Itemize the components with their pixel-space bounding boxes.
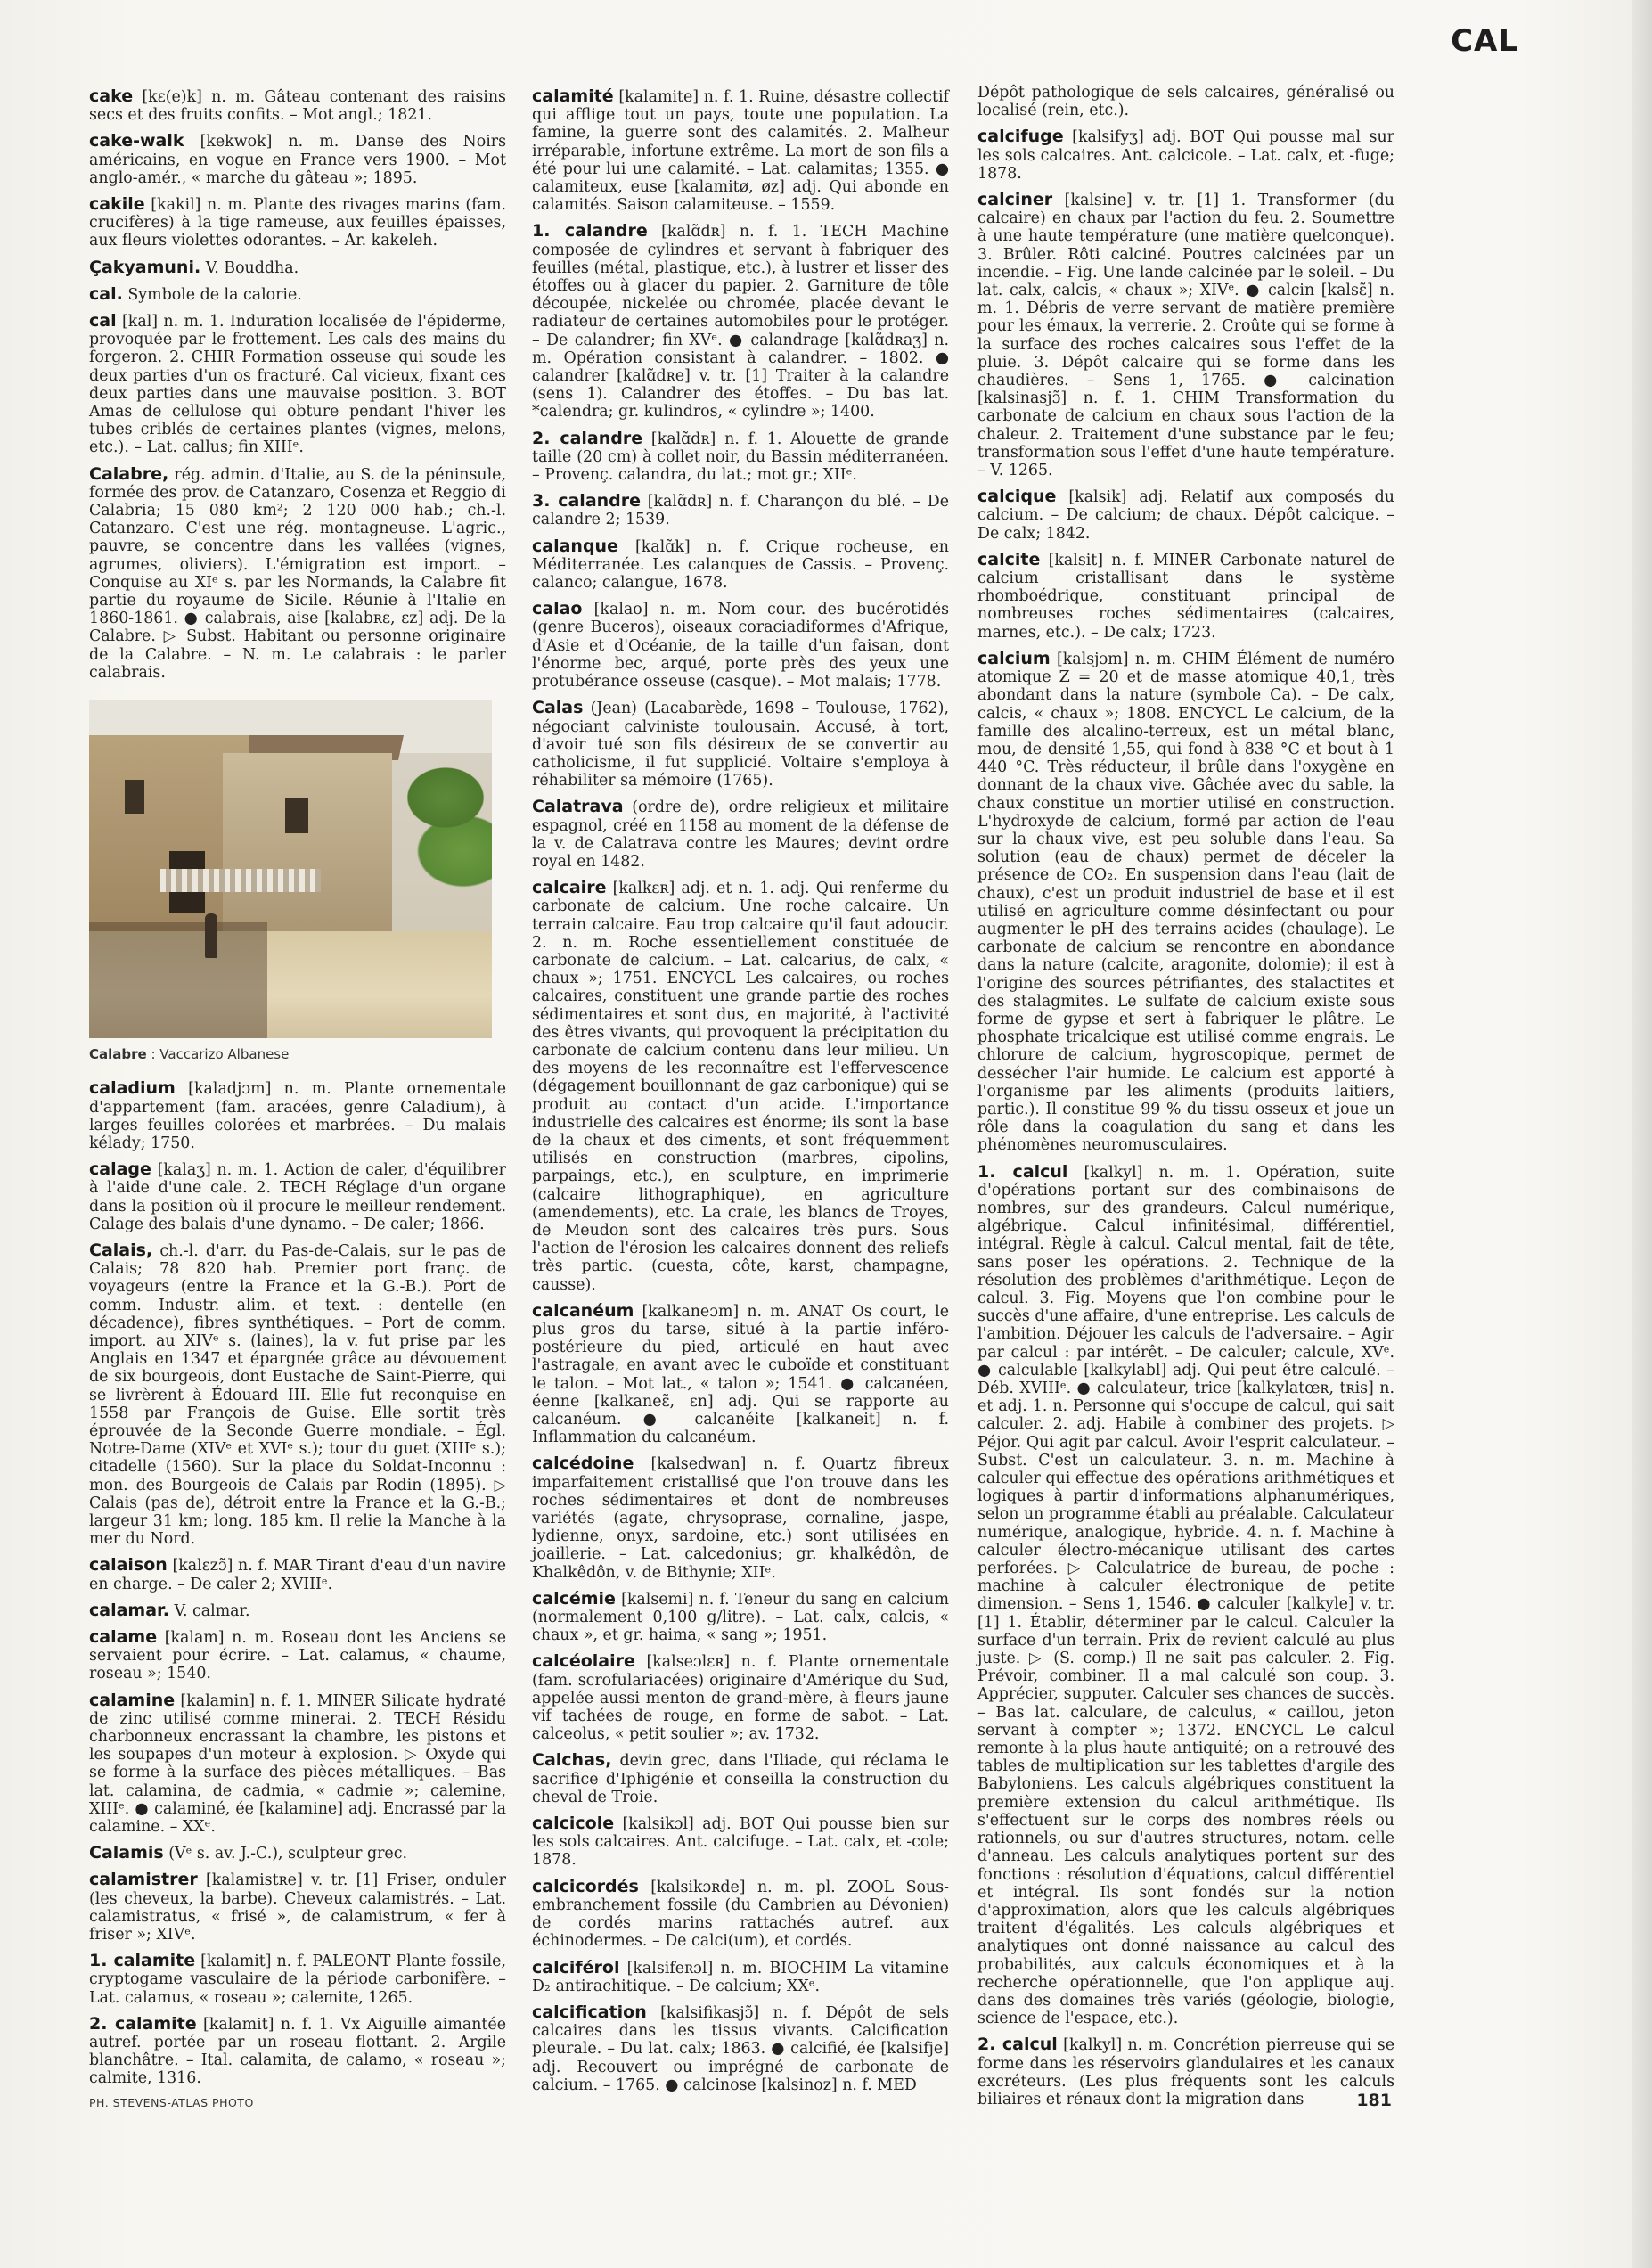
dictionary-entry xyxy=(89,1079,506,1152)
dictionary-entry xyxy=(977,84,1394,119)
entry-headword: cakile xyxy=(89,194,145,215)
entry-headword: calaison xyxy=(89,1555,168,1576)
entry-headword: calcéolaire xyxy=(532,1651,635,1672)
entry-headword: calciner xyxy=(977,190,1053,210)
dictionary-entry xyxy=(977,191,1394,479)
dictionary-entry xyxy=(977,650,1394,1155)
page-edge xyxy=(1632,0,1652,2268)
entry-headword: caladium xyxy=(89,1078,176,1099)
entry-definition: [kalɑ̃dʀ] n. f. 1. TECH Machine composée de cylindres et servant à fabriquer des feuilles (métal, plastique, etc.), à lustrer et lisser des étoffes ou à glacer du papier. 2. Garniture de tôle découpée, nickelée ou chromée, placée devant le radiateur de certaines automobiles pour le protéger. – De calandrer; fin XVᵉ. ● calandrage [kalɑ̃dʀaʒ] n. m. Opération consistant à calandrer. – 1802. ● calandrer [kalɑ̃dʀe] v. tr. [1] Traiter à la calandre (sens 1). Calandrer des étoffes. – Du bas lat. *calendra; gr. kulindros, « cylindre »; 1400. xyxy=(532,223,949,422)
entry-definition: [kalao] n. m. Nom cour. des bucérotidés (genre Buceros), oiseaux coraciadiformes d'Afrique, d'Asie et d'Océanie, de la taille d'un faisan, dont l'énorme bec, arqué, porte près des yeux une protubérance osseuse (casque). – Mot malais; 1778. xyxy=(532,601,949,692)
column-1-entries-top xyxy=(89,87,506,682)
entry-definition: [kalsifyʒ] adj. BOT Qui pousse mal sur les sols calcaires. Ant. calcicole. – Lat. calx, et -fuge; 1878. xyxy=(977,128,1394,183)
caption-title: Calabre xyxy=(89,1046,147,1063)
entry-definition: [kalɛzɔ̃] n. f. MAR Tirant d'eau d'un navire en charge. – De caler 2; XVIIIᵉ. xyxy=(89,1557,506,1593)
entry-headword: calamistrer xyxy=(89,1870,198,1890)
entry-definition: (Vᵉ s. av. J.-C.), sculpteur grec. xyxy=(163,1845,407,1863)
entry-definition: devin grec, dans l'Iliade, qui réclama le sacrifice d'Iphigénie et conseilla la construction du cheval de Troie. xyxy=(532,1752,949,1806)
dictionary-entry xyxy=(532,600,949,691)
entry-headword: calamité xyxy=(532,86,614,106)
entry-headword: cake xyxy=(89,86,134,106)
entry-definition: [kalamite] n. f. 1. Ruine, désastre collectif qui afflige tout un pays, toute une population. La famine, la guerre sont des calamités. 2. Malheur irréparable, infortune extrême. La mort de son fils a été pour lui une calamité. – Lat. calamitas; 1355. ● calamiteux, euse [kalamitø, øz] adj. Qui abonde en calamités. Saison calamiteuse. – 1559. xyxy=(532,88,949,215)
entry-definition: [kalsemi] n. f. Teneur du sang en calcium (normalement 0,100 g/litre). – Lat. calx, calcis, « chaux », et gr. haima, « sang »; 1951. xyxy=(532,1590,949,1645)
dictionary-entry xyxy=(89,1601,506,1620)
entry-definition: [kalsifikasjɔ̃] n. f. Dépôt de sels calcaires dans les tissus vivants. Calcification pleurale. – Du lat. calx; 1863. ● calcifié, ée [kalsifje] adj. Recouvert ou imprégné de carbonate de calcium. – 1765. ● calcinose [kalsinoz] n. f. MED xyxy=(532,2003,949,2094)
entry-definition: [kalsikɔʀde] n. m. pl. ZOOL Sous-embranchement fossile (du Cambrien au Dévonien) de cordés marins rattachés autref. aux échinodermes. – De calci(um), et cordés. xyxy=(532,1878,949,1951)
column-3-entries xyxy=(977,84,1394,2108)
dictionary-entry xyxy=(532,1751,949,1806)
entry-headword: calamine xyxy=(89,1690,176,1710)
entry-definition: V. calmar. xyxy=(168,1601,250,1620)
photo-caption xyxy=(89,1045,506,1063)
entry-definition: [kalsine] v. tr. [1] 1. Transformer (du calcaire) en chaux par l'action du feu. 2. Soumettre à une haute température (une matière quelconque). 3. Brûler. Rôti calciné. Poutres calcinées par un incendie. – Fig. Une lande calcinée par le soleil. – Du lat. calx, calcis, « chaux »; XIVᵉ. ● calcin [kalsɛ̃] n. m. 1. Débris de verre servant de matière première pour les émaux, la verrerie. 2. Croûte qui se forme à la surface des roches calcaires sous l'effet de la pluie. 3. Dépôt calcaire qui se forme dans les chaudières. – Sens 1, 1765. ● calcination [kalsinasjɔ̃] n. f. 1. CHIM Transformation du carbonate de calcium en chaux sous l'action de la chaleur. 2. Traitement d'une substance par le feu; transformation sous l'effet d'une haute température. – V. 1265. xyxy=(977,192,1394,480)
dictionary-entry xyxy=(532,537,949,593)
entry-headword: calanque xyxy=(532,536,618,556)
entry-definition: [kalamistʀe] v. tr. [1] Friser, onduler (les cheveux, la barbe). Cheveux calamistrés. – Lat. calamistratus, « frisé », de calamistrum, « fer à friser »; XIVᵉ. xyxy=(89,1871,506,1945)
running-head: CAL xyxy=(1451,23,1518,59)
dictionary-entry xyxy=(89,1556,506,1593)
entry-headword: Calamis xyxy=(89,1843,164,1863)
photo-credit: PH. STEVENS-ATLAS PHOTO xyxy=(89,2096,254,2109)
entry-definition: Dépôt pathologique de sels calcaires, généralisé ou localisé (rein, etc.). xyxy=(977,84,1394,120)
dictionary-entry xyxy=(532,87,949,214)
entry-definition: [kekwok] n. m. Danse des Noirs américains, en vogue en France vers 1900. – Mot anglo-amér., « marche du gâteau »; 1895. xyxy=(89,133,506,187)
dictionary-entry xyxy=(89,285,506,304)
dictionary-entry xyxy=(977,487,1394,543)
entry-headword: Calchas, xyxy=(532,1750,612,1771)
dictionary-entry xyxy=(532,1590,949,1645)
entry-definition: [kalsedwan] n. f. Quartz fibreux imparfaitement cristallisé que l'on trouve dans les roches sédimentaires et dont de nombreuses variétés (agate, chrysoprase, cornaline, jaspe, lydienne, onyx, sardoine, etc.) sont utilisées en joaillerie. – Lat. calcedonius; gr. khalkêdôn, de Khalkêdôn, v. de Bithynie; XIIᵉ. xyxy=(532,1455,949,1582)
entry-headword: calcification xyxy=(532,2002,647,2022)
entry-headword: calcicole xyxy=(532,1814,615,1834)
entry-definition: (ordre de), ordre religieux et militaire espagnol, créé en 1158 au moment de la défense de la v. de Calatrava contre les Maures; devint ordre royal en 1482. xyxy=(532,798,949,871)
dictionary-entry xyxy=(532,1814,949,1870)
entry-headword: calcium xyxy=(977,648,1051,668)
dictionary-entry xyxy=(532,430,949,485)
entry-definition: [kɛ(e)k] n. m. Gâteau contenant des raisins secs et des fruits confits. – Mot angl.; 1821. xyxy=(89,88,506,125)
entry-definition: ch.-l. d'arr. du Pas-de-Calais, sur le pas de Calais; 78 820 hab. Premier port franç. de voyageurs (entre la France et la G.-B.). Port de comm. Industr. alim. et text. : dentelle (en décadence), fibres synthétiques. – Port de comm. import. au XIVᵉ s. (laines), la v. fut prise par les Anglais en 1347 et épargnée grâce au dévouement de six bourgeois, dont Eustache de Saint-Pierre, qui se livrèrent à Édouard III. Elle fut reconquise en 1558 par François de Guise. Elle sortit très éprouvée de la Seconde Guerre mondiale. – Égl. Notre-Dame (XIVᵉ et XVIᵉ s.); tour du guet (XIIIᵉ s.); citadelle (1560). Sur la place du Soldat-Inconnu : mon. des Bourgeois de Calais par Rodin (1895). ▷ Calais (pas de), détroit entre la France et la G.-B.; largeur 31 km; long. 185 km. Il relie la Manche à la mer du Nord. xyxy=(89,1241,506,1549)
entry-headword: calamar. xyxy=(89,1600,169,1620)
column-3 xyxy=(977,84,1394,2117)
dictionary-entry xyxy=(89,312,506,457)
entry-definition: [kalamit] n. f. 1. Vx Aiguille aimantée autref. portée par un roseau flottant. 2. Argile blanchâtre. – Ital. calamita, de calamo, « roseau »; calmite, 1316. xyxy=(89,2015,507,2088)
dictionary-entry xyxy=(89,1160,506,1233)
entry-headword: calcicordés xyxy=(532,1876,639,1896)
page-number: 181 xyxy=(1356,2091,1392,2110)
entry-headword: calcique xyxy=(977,487,1057,507)
entry-definition: [kalamit] n. f. PALEONT Plante fossile, cryptogame vasculaire de la période carbonifère. – Lat. calamus, « roseau »; calemite, 1265. xyxy=(89,1953,507,2007)
entry-definition: [kalkyl] n. m. Concrétion pierreuse qui se forme dans les réservoirs glandulaires et les canaux excréteurs. (Les plus fréquents sont les calculs biliaires et rénaux dont la migration dans xyxy=(977,2036,1394,2108)
entry-definition: [kalsjɔm] n. m. CHIM Élément de numéro atomique Z = 20 et de masse atomique 40,1, très abondant dans la nature (symbole Ca). – De calx, calcis, « chaux »; 1808. ENCYCL Le calcium, de la famille des alcalino-terreux, est un métal blanc, mou, de densité 1,55, qui fond à 838 °C et bout à 1 440 °C. Très réducteur, il brûle dans l'oxygène en donnant de la chaux vive. Gâchée avec du sable, la chaux constitue un mortier utilisé en construction. L'hydroxyde de calcium, formé par action de l'eau sur la chaux vive, est peu soluble dans l'eau. Sa solution (eau de chaux) permet de déceler la présence de CO₂. En suspension dans l'eau (lait de chaux), c'est un produit industriel de base et il est utilisé en agriculture comme désinfectant ou pour augmenter le pH des terrains acides (chaulage). Le carbonate de calcium se rencontre en abondance dans la nature (calcite, aragonite, dolomie); il est à l'origine des sources pétrifiantes, des stalactites et des stalagmites. Le sulfate de calcium existe sous forme de gypse et sert à fabriquer le plâtre. Le phosphate tricalcique est utilisé comme engrais. Le chlorure de calcium, hygroscopique, permet de dessécher l'air humide. Le calcium est apporté à l'organisme par les aliments (produits laitiers, partic.). Il constitue 99 % du tissu osseux et joue un rôle dans la coagulation du sang et dans les phénomènes neuromusculaires. xyxy=(977,650,1394,1155)
entry-definition: [kakil] n. m. Plante des rivages marins (fam. crucifères) à la tige rameuse, aux feuilles épaisses, aux fleurs violettes odorantes. – Ar. kakeleh. xyxy=(89,196,506,250)
column-1-entries-bottom xyxy=(89,1079,506,2087)
entry-definition: V. Bouddha. xyxy=(200,258,299,277)
dictionary-entry xyxy=(89,1871,506,1944)
dictionary-entry xyxy=(532,492,949,528)
column-2 xyxy=(532,87,949,2102)
entry-headword: Calabre, xyxy=(89,463,169,484)
dictionary-entry xyxy=(89,2015,506,2088)
column-2-entries xyxy=(532,87,949,2094)
dictionary-entry xyxy=(89,1628,506,1683)
entry-definition: [kalkɛʀ] adj. et n. 1. adj. Qui renferme du carbonate de calcium. Une roche calcaire. Un terrain calcaire. Eau trop calcaire qu'il faut adoucir. 2. n. m. Roche essentiellement constituée de carbonate de calcium. – Lat. calcarius, de calx, « chaux »; 1751. ENCYCL Les calcaires, ou roches calcaires, constituent une grande partie des roches sédimentaires et sont dus, en majorité, à l'activité des êtres vivants, qui provoquent la précipitation du carbonate de calcium contenu dans leur milieu. Un des moyens de les reconnaître est l'effervescence (dégagement bouillonnant de gaz carbonique) qui se produit au contact d'un acide. L'importance industrielle des calcaires est énorme; ils sont la base de la chaux et des ciments, et sont fréquemment utilisés en construction (marbres, cipolins, parpaings, etc.), en sculpture, en imprimerie (calcaire lithographique), en agriculture (amendements), etc. La craie, les blancs de Troyes, de Meudon sont des calcaires très purs. Sous l'action de l'érosion les calcaires donnent des reliefs très partic. (cuesta, côte, karst, champagne, causse). xyxy=(532,880,949,1294)
entry-definition: [kalaʒ] n. m. 1. Action de caler, d'équilibrer à l'aide d'une cale. 2. TECH Réglage d'un organe dans la position où il procure le meilleur rendement. Calage des balais d'une dynamo. – De caler; 1866. xyxy=(89,1161,506,1233)
dictionary-entry xyxy=(89,1844,506,1863)
entry-headword: calage xyxy=(89,1159,151,1180)
dictionary-entry xyxy=(89,465,506,682)
dictionary-entry xyxy=(532,1454,949,1581)
entry-definition: [kalɑ̃k] n. f. Crique rocheuse, en Méditerranée. Les calanques de Cassis. – Provenç. calanco; calangue, 1678. xyxy=(532,537,949,593)
entry-definition: [kaladjɔm] n. m. Plante ornementale d'appartement (fam. aracées, genre Caladium), à larges feuilles colorées et marbrées. – Du malais kélady; 1750. xyxy=(89,1080,506,1152)
entry-headword: calcaire xyxy=(532,878,607,898)
entry-headword: Çakyamuni. xyxy=(89,257,201,277)
entry-headword: Calas xyxy=(532,698,584,718)
dictionary-entry xyxy=(89,132,506,187)
dictionary-entry xyxy=(89,195,506,250)
dictionary-entry xyxy=(532,1652,949,1743)
entry-headword: 1. calandre xyxy=(532,221,648,242)
column-1 xyxy=(89,87,506,2096)
entry-definition: [kalseɔlɛʀ] n. f. Plante ornementale (fam. scrofulariacées) originaire d'Amérique du Sud, appelée aussi menton de grand-mère, à fleurs jaune vif tachées de rouge, en forme de sabot. – Lat. calceolus, « petit soulier »; av. 1732. xyxy=(532,1653,949,1744)
dictionary-entry xyxy=(89,1241,506,1548)
entry-headword: calcite xyxy=(977,549,1041,569)
entry-headword: calciférol xyxy=(532,1957,620,1977)
dictionary-entry xyxy=(89,87,506,124)
entry-headword: Calais, xyxy=(89,1240,153,1260)
entry-definition: [kalkyl] n. m. 1. Opération, suite d'opérations portant sur des combinaisons de nombres, sur des grandeurs. Calcul numérique, algébrique. Calcul infinitésimal, différentiel, intégral. Règle à calcul. Calcul mental, fait de tête, sans poser les opérations. 2. Technique de la résolution des problèmes d'arithmétique. Leçon de calcul. 3. Fig. Moyens que l'on combine pour le succès d'une affaire, d'une entreprise. Les calculs de l'ambition. Déjouer les calculs de l'adversaire. – Agir par calcul : par intérêt. – De calculer; calcule, XVᵉ. ● calculable [kalkylabl] adj. Qui peut être calculé. – Déb. XVIIIᵉ. ● calculateur, trice [kalkylatœʀ, tʀis] n. et adj. 1. n. Personne qui s'occupe de calcul, qui sait calculer. 2. adj. Habile à combiner des projets. ▷ Péjor. Qui agit par calcul. Avoir l'esprit calculateur. – Subst. C'est un calculateur. 3. n. m. Machine à calculer qui effectue des opérations arithmétiques et logiques à partir d'informations alphanumériques, selon un programme établi au préalable. Calculateur numérique, analogique, hybride. 4. n. f. Machine à calculer électro-mécanique utilisant des cartes perforées. ▷ Calculatrice de bureau, de poche : machine à calculer électronique de petite dimension. – Sens 1, 1546. ● calculer [kalkyle] v. tr. [1] 1. Établir, déterminer par le calcul. Calculer la surface d'un terrain. Prix de revient calculé au plus juste. ▷ (S. comp.) Il ne sait pas calculer. 2. Fig. Prévoir, combiner. Il a mal calculé son coup. 3. Apprécier, supputer. Calculer ses chances de succès. – Bas lat. calculare, de calculus, « caillou, jeton servant à compter »; 1372. ENCYCL Le calcul remonte à la plus haute antiquité; on a retrouvé des tables de multiplication sur les tablettes d'argile des Babyloniens. Les calculs algébriques constituent la première extension du calcul arithmétique. Ils s'effectuent sur le corps des nombres réels ou rationnels, ou sur d'autres structures, notam. celle d'anneau. Les calculs analytiques portent sur des fonctions : résolution d'équations, calcul différentiel et intégral. Ils sont fondés sur la notion d'approximation, alors que les calculs algébriques traitent d'égalités. Les calculs algébriques et analytiques ont donné naissance au calcul des probabilités, aux calculs économiques et à la recherche opérationnelle, que l'on applique auj. dans des domaines très variés (géologie, biologie, science de l'espace, etc.). xyxy=(977,1163,1394,2028)
entry-headword: calcémie xyxy=(532,1588,616,1609)
entry-definition: [kalɑ̃dʀ] n. f. Charançon du blé. – De calandre 2; 1539. xyxy=(532,493,949,529)
entry-definition: [kalsit] n. f. MINER Carbonate naturel de calcium cristallisant dans le système rhomboédrique, constituant principal de nombreuses roches sédimentaires (calcaires, marnes, etc.). – De calx; 1723. xyxy=(977,551,1394,642)
entry-headword: calcanéum xyxy=(532,1300,634,1321)
caption-text: : Vaccarizo Albanese xyxy=(146,1046,290,1063)
entry-definition: [kalsikɔl] adj. BOT Qui pousse bien sur les sols calcaires. Ant. calcifuge. – Lat. calx, et -cole; 1878. xyxy=(532,1815,949,1870)
dictionary-entry xyxy=(532,798,949,871)
entry-headword: cake-walk xyxy=(89,131,184,151)
dictionary-entry xyxy=(89,1691,506,1837)
entry-headword: calao xyxy=(532,599,583,619)
dictionary-entry xyxy=(89,1952,506,2007)
entry-headword: 3. calandre xyxy=(532,491,642,512)
entry-headword: calcifuge xyxy=(977,127,1064,147)
entry-headword: 1. calamite xyxy=(89,1951,196,1971)
dictionary-entry xyxy=(532,699,949,790)
entry-headword: 2. calcul xyxy=(977,2035,1058,2055)
entry-definition: [kalam] n. m. Roseau dont les Anciens se servaient pour écrire. – Lat. calamus, « chaume, roseau »; 1540. xyxy=(89,1628,506,1683)
entry-definition: [kalsifeʀɔl] n. m. BIOCHIM La vitamine D₂ antirachitique. – De calcium; XXᵉ. xyxy=(532,1959,949,1995)
entry-definition: [kalsik] adj. Relatif aux composés du calcium. – De calcium; de chaux. Dépôt calcique. – De calx; 1842. xyxy=(977,488,1394,543)
entry-headword: 2. calamite xyxy=(89,2013,197,2034)
entry-definition: Symbole de la calorie. xyxy=(122,285,302,304)
dictionary-entry xyxy=(532,1878,949,1951)
entry-definition: [kal] n. m. 1. Induration localisée de l'épiderme, provoquée par le frottement. Les cals des mains du forgeron. 2. CHIR Formation osseuse qui soude les deux parties d'un os fracturé. Cal vicieux, fixant ces deux parties dans une mauvaise position. 3. BOT Amas de cellulose qui obture pendant l'hiver les tubes criblés de certaines plantes (vignes, melons, etc.). – Lat. callus; fin XIIIᵉ. xyxy=(89,313,506,457)
entry-definition: [kalamin] n. f. 1. MINER Silicate hydraté de zinc utilisé comme minerai. 2. TECH Résidu charbonneux encrassant la chambre, les pistons et les soupapes d'un moteur à explosion. ▷ Oxyde qui se forme à la surface des pièces métalliques. – Bas lat. calamina, de cadmia, « cadmie »; calemine, XIIIᵉ. ● calaminé, ée [kalamine] adj. Encrassé par la calamine. – XXᵉ. xyxy=(89,1691,506,1837)
entry-definition: (Jean) (Lacabarède, 1698 – Toulouse, 1762), négociant calviniste toulousain. Accusé, à tort, d'avoir tué son fils désireux de se convertir au catholicisme, il fut supplicié. Voltaire s'employa à réhabiliter sa mémoire (1765). xyxy=(532,700,949,790)
entry-definition: [kalɑ̃dʀ] n. f. 1. Alouette de grande taille (20 cm) à collet noir, du Bassin méditerranéen. – Provenç. calandra, du lat.; mot gr.; XIIᵉ. xyxy=(532,430,949,485)
entry-headword: cal. xyxy=(89,283,123,304)
entry-headword: Calatrava xyxy=(532,797,624,817)
dictionary-entry xyxy=(977,127,1394,183)
dictionary-entry xyxy=(89,258,506,277)
dictionary-entry xyxy=(532,222,949,421)
entry-definition: [kalkaneɔm] n. m. ANAT Os court, le plus gros du tarse, situé à la partie inféro-postérieure du pied, articulé en haut avec l'astragale, en avant avec le cuboïde et constituant le talon. – Mot lat., « talon »; 1541. ● calcanéen, éenne [kalkaneɛ̃, ɛn] adj. Qui se rapporte au calcanéum. ● calcanéite [kalkaneit] n. f. Inflammation du calcanéum. xyxy=(532,1302,949,1447)
dictionary-entry xyxy=(977,551,1394,642)
entry-headword: cal xyxy=(89,311,117,332)
dictionary-entry xyxy=(532,1302,949,1447)
entry-definition: rég. admin. d'Italie, au S. de la péninsule, formée des prov. de Catanzaro, Cosenza et Reggio di Calabria; 15 080 km²; 2 120 000 hab.; ch.-l. Catanzaro. C'est une rég. montagneuse. L'agric., pauvre, se concentre dans les vallées (vignes, agrumes, oliviers). L'émigration est import. – Conquise au XIᵉ s. par les Normands, la Calabre fit partie du royaume de Sicile. Réunie à l'Italie en 1860-1861. ● calabrais, aise [kalabʀɛ, ɛz] adj. De la Calabre. ▷ Subst. Habitant ou personne originaire de la Calabre. – N. m. Le calabrais : le parler calabrais. xyxy=(89,465,506,682)
calabre-photo xyxy=(89,700,492,1038)
entry-headword: calcédoine xyxy=(532,1453,634,1474)
entry-headword: 1. calcul xyxy=(977,1161,1068,1182)
dictionary-entry xyxy=(977,1163,1394,2028)
dictionary-entry xyxy=(532,879,949,1294)
dictionary-entry xyxy=(532,2003,949,2094)
entry-headword: 2. calandre xyxy=(532,428,643,448)
entry-headword: calame xyxy=(89,1626,158,1647)
dictionary-entry xyxy=(977,2035,1394,2108)
dictionary-entry xyxy=(532,1959,949,1995)
